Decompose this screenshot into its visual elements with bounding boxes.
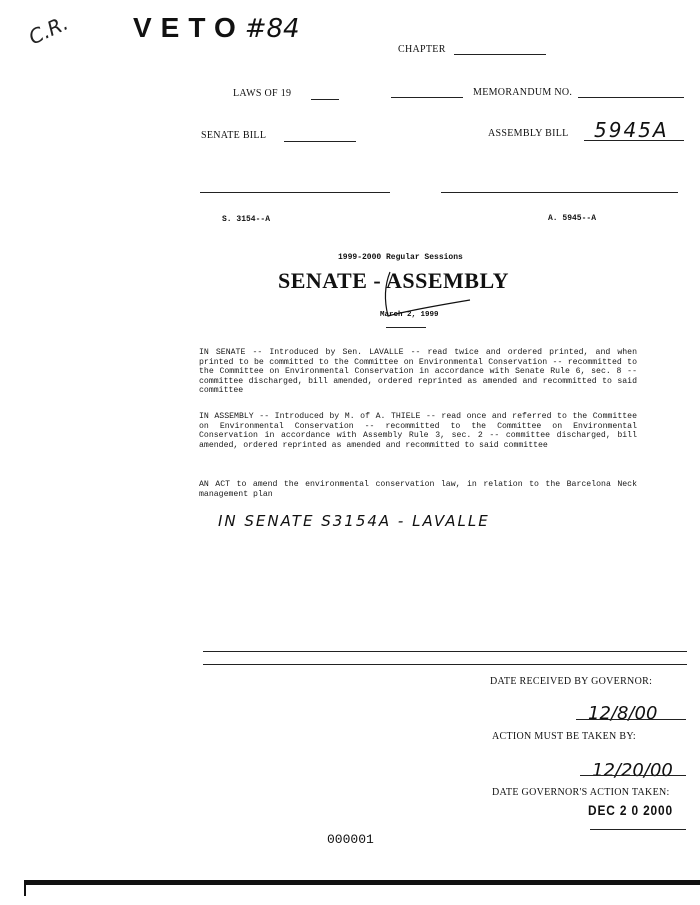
separator-left	[200, 192, 390, 193]
action-label: ACTION MUST BE TAKEN BY:	[492, 731, 637, 742]
taken-label: DATE GOVERNOR'S ACTION TAKEN:	[492, 787, 670, 798]
bill-title: SENATE - ASSEMBLY	[278, 268, 510, 293]
taken-date-stamp: DEC 2 0 2000	[588, 802, 673, 818]
senate-bill-label: SENATE BILL	[201, 130, 267, 141]
assembly-introduction: IN ASSEMBLY -- Introduced by M. of A. THIELE -- read once and referred to the Committee on Environmental Conservation -- recommitted to the Committee on Environmental Conservation in accordance with Assembly Rule 3, sec. 2 -- committee discharged, bill amended, ordered reprinted as amended and recommitted to said committee	[199, 412, 637, 450]
footer-rule-2	[203, 664, 687, 665]
veto-number: #84	[244, 14, 300, 44]
received-line	[576, 719, 686, 720]
assembly-bill-line	[584, 140, 684, 141]
laws-year-line	[311, 99, 339, 100]
senate-bill-number: S. 3154--A	[222, 215, 271, 224]
bottom-border	[24, 880, 700, 885]
act-description: AN ACT to amend the environmental conservation law, in relation to the Barcelona Neck management plan	[199, 480, 637, 499]
received-label: DATE RECEIVED BY GOVERNOR:	[490, 676, 653, 687]
laws-label: LAWS OF 19	[233, 88, 292, 99]
taken-line	[590, 829, 686, 830]
session-line: 1999-2000 Regular Sessions	[338, 253, 463, 262]
assembly-bill-number-print: A. 5945--A	[548, 214, 597, 223]
date-underline	[386, 327, 426, 328]
received-date: 12/8/00	[588, 703, 658, 724]
veto-label: VETO	[133, 12, 245, 43]
initials-mark: C.R.	[24, 10, 72, 50]
page-number: 000001	[327, 832, 374, 847]
bottom-border-edge	[24, 880, 26, 896]
chapter-label: CHAPTER	[398, 44, 446, 55]
action-line	[580, 775, 686, 776]
memo-label: MEMORANDUM NO.	[473, 87, 573, 98]
assembly-bill-label: ASSEMBLY BILL	[488, 128, 569, 139]
senate-introduction: IN SENATE -- Introduced by Sen. LAVALLE -- read twice and ordered printed, and when printed to be committed to the Committee on Environmental Conservation -- recommitted to the Committee on Environmental Conservation in accordance with Senate Rule 6, sec. 8 -- committee discharged, bill amended, ordered reprinted as amended and recommitted to said committee	[199, 348, 637, 396]
chapter-line	[454, 54, 546, 55]
footer-rule-1	[203, 651, 687, 652]
separator-right	[441, 192, 678, 193]
assembly-bill-number: 5945A	[594, 118, 669, 142]
memo-line	[578, 97, 684, 98]
veto-stamp	[133, 12, 300, 44]
action-date: 12/20/00	[592, 760, 673, 781]
handwritten-note: IN SENATE S3154A - LAVALLE	[218, 512, 490, 530]
bill-date: March 2, 1999	[380, 311, 439, 319]
laws-blank-line	[391, 97, 463, 98]
senate-bill-line	[284, 141, 356, 142]
